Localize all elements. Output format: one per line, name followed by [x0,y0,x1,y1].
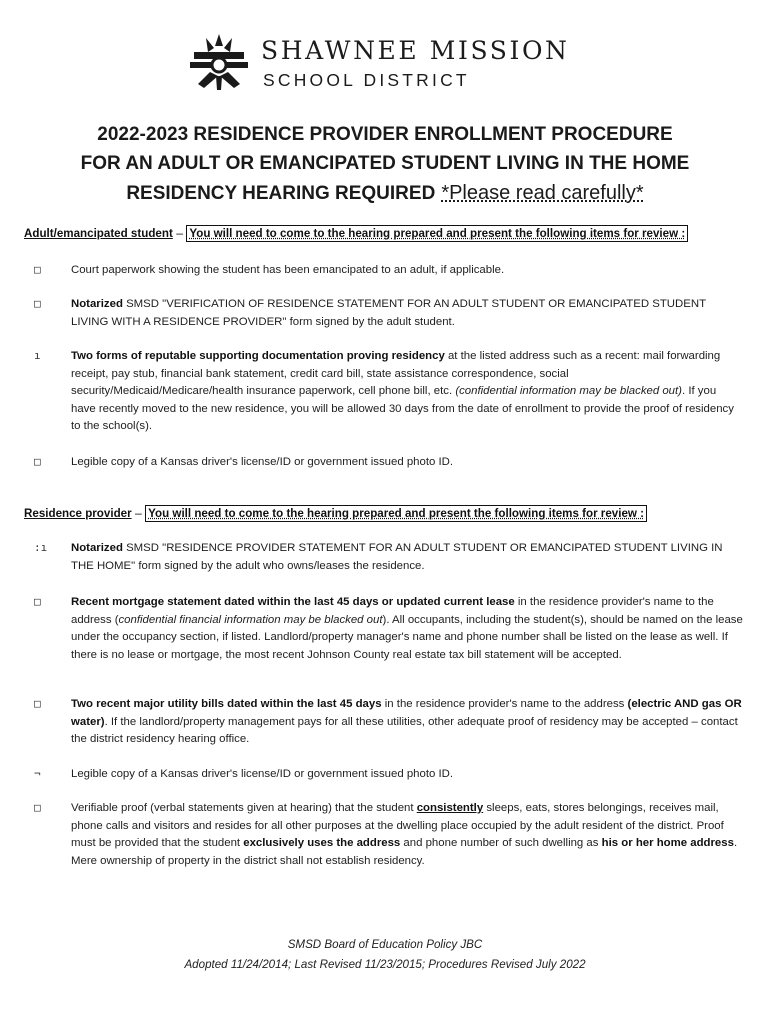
list-item-text [71,696,743,749]
checkbox-icon: □ [34,595,41,608]
item-mid2: and phone number of such dwelling as [400,837,602,850]
list-item-text: Legible copy of a Kansas driver's license/ID or government issued photo ID. [71,768,454,780]
document-title-line3 [0,182,770,205]
list-item-text [71,348,743,436]
item-body: in the residence provider's name to the address [381,698,628,710]
document-title-line1: 2022-2023 RESIDENCE PROVIDER ENROLLMENT PROCEDURE [97,124,673,145]
item-bold-lead: Two forms of reputable supporting documentation proving residency [71,350,445,362]
item-body: in the residence provider's name to the address ( [71,596,714,626]
item-tail: . If the landlord/property management pays for all these utilities, other adequate proof of residency may be accepted – contact the district residency hearing office. [71,715,738,746]
provider-section-dash: – [131,506,146,520]
checkbox-icon: □ [34,263,41,276]
item-body: SMSD "RESIDENCE PROVIDER STATEMENT FOR AN ADULT STUDENT OR EMANCIPATED STUDENT LIVING IN THE HOME" form signed by the adult who owns/leases the residence. [71,542,723,572]
item-body: at the listed address such as a recent: mail forwarding receipt, pay stub, financial bank statement, credit card bill, state assistance correspondence, social security/Medicaid/Medicare/health insurance paperwork, cell phone bill, etc. [71,350,721,398]
item-bold-exclusive: exclusively uses the address [243,837,401,850]
district-emblem-icon [188,32,250,92]
district-name: SHAWNEE MISSION [261,36,570,65]
checkbox-icon: □ [34,455,41,468]
item-bold-lead: Two recent major utility bills dated within the last 45 days [71,698,382,710]
list-item-text [71,800,743,870]
checkbox-icon: ı [34,349,41,362]
item-mid: sleeps, eats, stores belongings, receives mail, phone calls and visitors and resides for all other purposes at the dwelling place occupied by the adult resident of the district. Proof must be provided that the student [71,802,724,850]
list-item-text [71,594,743,664]
item-tail: ). All occupants, including the student(s), should be named on the lease under the occupancy section, if listed. Landlord/property manager's name and phone number shall be listed on the lease as well. If there is no lease or mortgage, the most recent Johnson County real estate tax bill statement will be accepted. [71,613,743,661]
item-body: Verifiable proof (verbal statements given at hearing) that the student [71,802,417,814]
item-bold-lead: Notarized [71,542,123,554]
student-section-label: Adult/emancipated student [24,227,173,240]
provider-section-label: Residence provider [24,507,132,520]
item-tail: . If you have recently moved to the new residence, you will be allowed 30 days from the date of enrollment to provide the proof of residency to the school(s). [71,385,734,433]
document-title-line2: FOR AN ADULT OR EMANCIPATED STUDENT LIVING IN THE HOME [80,153,690,174]
district-subtitle: SCHOOL DISTRICT [263,70,470,90]
list-item-text: Legible copy of a Kansas driver's license/ID or government issued photo ID. [71,456,454,468]
item-bold-lead: Notarized [71,298,123,310]
student-section-header [24,226,688,240]
checkbox-icon: :ı [34,541,48,554]
district-logo [188,32,588,104]
item-underlined-word: consistently [416,802,484,814]
student-section-dash: – [172,226,187,240]
list-item-text [71,296,743,331]
student-section-instruction: You will need to come to the hearing prepared and present the following items for review : [186,225,688,242]
item-italic-note: confidential financial information may be blacked out [118,613,383,626]
footer-dates: Adopted 11/24/2014; Last Revised 11/23/2015; Procedures Revised July 2022 [184,958,586,971]
item-tail: . Mere ownership of property in the district shall not establish residency. [71,837,738,867]
item-italic-note: (confidential information may be blacked out) [455,385,682,398]
provider-section-instruction: You will need to come to the hearing prepared and present the following items for review : [145,505,647,522]
checkbox-icon: □ [34,297,41,310]
provider-section-header [24,506,647,520]
footer-policy: SMSD Board of Education Policy JBC [287,938,483,951]
hearing-required-text: RESIDENCY HEARING REQUIRED [126,183,436,204]
checkbox-icon: □ [34,697,41,710]
item-body: SMSD "VERIFICATION OF RESIDENCE STATEMENT FOR AN ADULT STUDENT OR EMANCIPATED STUDENT LIVING WITH A RESIDENCE PROVIDER" form signed by the adult student. [71,298,706,328]
checkbox-icon: □ [34,801,41,814]
list-item-text: Court paperwork showing the student has been emancipated to an adult, if applicable. [71,264,505,276]
list-item-text [71,540,743,575]
checkbox-icon: ¬ [34,767,41,780]
item-bold-utilities: (electric AND gas OR water) [71,698,742,728]
read-carefully-note: *Please read carefully* [441,182,644,204]
item-bold-lead: Recent mortgage statement dated within the last 45 days or updated current lease [71,596,515,608]
item-bold-home: his or her home address [601,837,734,850]
